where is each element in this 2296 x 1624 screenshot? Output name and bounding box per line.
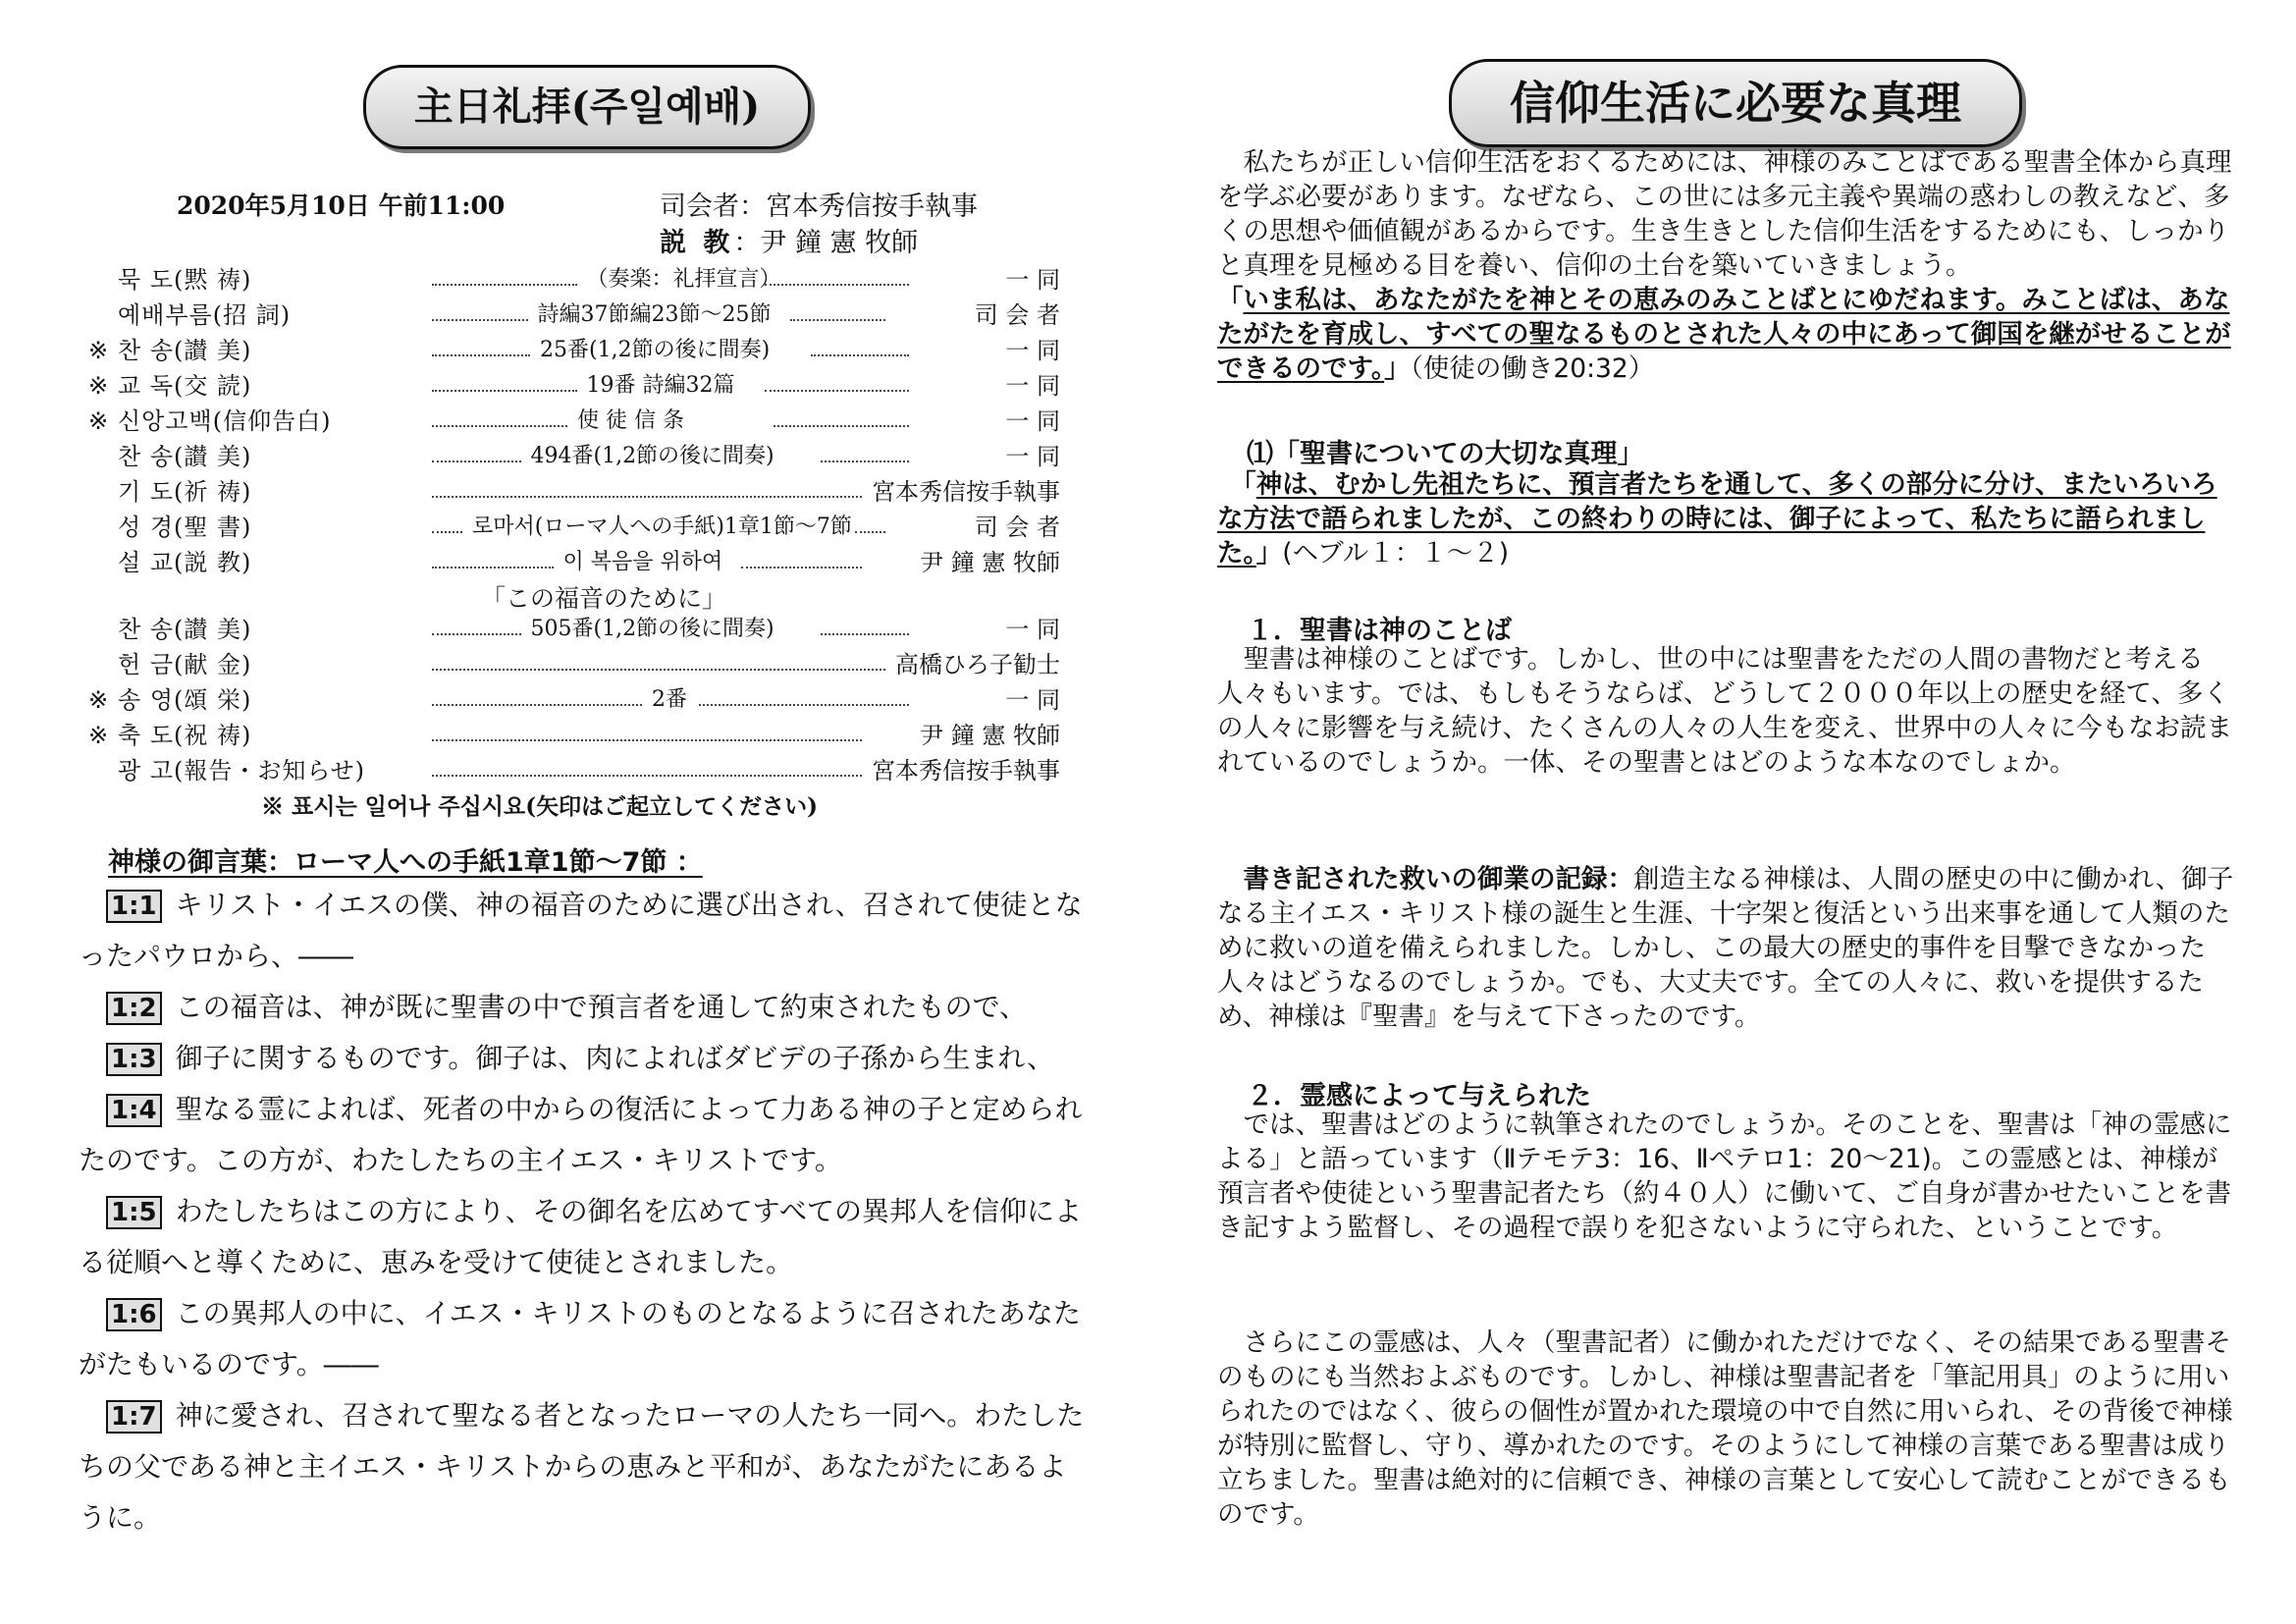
order-item-person: 司 会 者 bbox=[974, 301, 1060, 329]
order-item-content: 2番 bbox=[652, 687, 687, 712]
order-item-content: 使 徒 信 条 bbox=[577, 408, 684, 433]
leader-dots bbox=[790, 319, 886, 321]
order-item-name: 광 고(報告・お知らせ) bbox=[118, 757, 366, 785]
order-row bbox=[88, 719, 1060, 752]
order-item-content: （奏楽：礼拝宣言） bbox=[586, 267, 781, 292]
paragraph-3: では、聖書はどのように執筆されたのでしょうか。そのことを、聖書は「神の霊感による」と語っています（Ⅱテモテ3：16、Ⅱペテロ1：20～21)。この霊感とは、神様が預言者や使徒という聖書記者たち（約４０人）に働いて、ご自身が書かせたいことを書き記すよう監督し、その過程で誤りを犯さないように守られた、ということです。 bbox=[1217, 1110, 2232, 1243]
article-title: 信仰生活に必要な真理 bbox=[1449, 59, 2022, 147]
verse bbox=[79, 1033, 1090, 1084]
verse bbox=[79, 880, 1090, 982]
order-row bbox=[88, 546, 1060, 579]
leader-dots bbox=[821, 633, 910, 635]
quote2-paragraph bbox=[1217, 467, 2238, 570]
leader-dots bbox=[432, 460, 521, 462]
verse bbox=[79, 1186, 1090, 1288]
verse-number: 1:3 bbox=[106, 1043, 162, 1076]
preacher bbox=[660, 221, 918, 259]
order-item-name: 신앙고백(信仰告白) bbox=[118, 407, 332, 435]
order-item-name: 설 교(説 教) bbox=[118, 549, 252, 576]
preacher-name: ：尹 鐘 憲 牧師 bbox=[733, 228, 919, 258]
order-item-person: 尹 鐘 憲 牧師 bbox=[920, 549, 1060, 576]
leader-dots bbox=[432, 739, 862, 741]
verse bbox=[79, 982, 1090, 1033]
order-item-name: 찬 송(讃 美) bbox=[118, 616, 252, 643]
sermon-subtitle: 「この福音のために」 bbox=[481, 584, 727, 613]
order-item-name: 찬 송(讃 美) bbox=[118, 337, 252, 364]
heading-1: １．聖書は神のことば bbox=[1247, 616, 1512, 646]
order-item-person: 一 同 bbox=[1005, 372, 1060, 400]
order-row bbox=[88, 263, 1060, 297]
leader-dots bbox=[741, 567, 863, 568]
quote1-ref: （使徒の働き20:32） bbox=[1410, 353, 1655, 384]
leader-dots bbox=[432, 425, 567, 427]
order-row bbox=[88, 613, 1060, 646]
stand-mark: ※ bbox=[88, 337, 109, 364]
order-row bbox=[88, 298, 1060, 332]
order-item-person: 尹 鐘 憲 牧師 bbox=[920, 722, 1060, 749]
section1-heading: ⑴「聖書についての大切な真理」 bbox=[1247, 439, 1644, 469]
paragraph-1: 聖書は神様のことばです。しかし、世の中には聖書をただの人間の書物だと考える人々もいます。では、もしもそうならば、どうして２０００年以上の歴史を経て、多くの人々に影響を与え続け、たくさんの人々の人生を変え、世界中の人々に今もなお読まれているのでしょうか。一体、その聖書とはどのような本なのでしょか。 bbox=[1217, 644, 2233, 778]
scripture-heading: 神様の御言葉：ローマ人への手紙1章1節～7節 ： bbox=[108, 847, 703, 878]
order-item-person: 一 同 bbox=[1005, 407, 1060, 435]
leader-dots bbox=[432, 775, 862, 777]
order-item-name: 축 도(祝 祷) bbox=[118, 722, 252, 749]
order-item-person: 一 同 bbox=[1005, 266, 1060, 294]
leader-dots bbox=[432, 390, 577, 392]
order-item-person: 司 会 者 bbox=[974, 514, 1060, 541]
leader-dots bbox=[765, 284, 910, 286]
verse-text: この福音は、神が既に聖書の中で預言者を通して約束されたもので、 bbox=[175, 991, 1028, 1023]
stand-note: ※ 표시는 일어나 주십시요(矢印はご起立してください) bbox=[261, 793, 818, 820]
verse-text: 神に愛され、召されて聖なる者となったローマの人たち一同へ。わたしたちの父である神と主イエス・キリストからの恵みと平和が、あなたがたにあるように。 bbox=[79, 1399, 1085, 1534]
order-item-name: 예배부름(招 詞) bbox=[118, 301, 292, 329]
verse bbox=[79, 1084, 1090, 1186]
order-item-name: 묵 도(黙 祷) bbox=[118, 266, 252, 294]
quote1-text: いま私は、あなたがたを神とその恵みのみことばとにゆだねます。みことばは、あなたがたを育成し、すべての聖なるものとされた人々の中にあって御国を継がせることができるのです。 bbox=[1217, 285, 2231, 384]
leader-dots bbox=[432, 669, 885, 671]
order-item-name: 기 도(祈 祷) bbox=[118, 478, 252, 506]
leader-dots bbox=[821, 460, 910, 462]
order-item-person: 宮本秀信按手執事 bbox=[872, 478, 1060, 506]
service-date: 2020年5月10日 午前11:00 bbox=[177, 191, 506, 220]
order-row bbox=[88, 511, 1060, 544]
order-row bbox=[88, 405, 1060, 438]
verse-text: 御子に関するものです。御子は、肉によればダビデの子孫から生まれ、 bbox=[175, 1042, 1055, 1074]
order-item-content: 詩編37節編23節～25節 bbox=[537, 302, 772, 327]
verse-number: 1:4 bbox=[106, 1094, 162, 1127]
order-item-name: 성 경(聖 書) bbox=[118, 514, 252, 541]
quote2: 「神は、むかし先祖たちに、預言者たちを通して、多くの部分に分け、またいろいろな方法で語られましたが、この終わりの時には、御子によって、私たちに語られました。」 bbox=[1217, 469, 2217, 568]
stand-mark: ※ bbox=[88, 722, 109, 749]
order-item-name: 송 영(頌 栄) bbox=[118, 686, 252, 714]
leader-dots bbox=[432, 284, 577, 286]
order-item-person: 一 同 bbox=[1005, 443, 1060, 470]
order-item-content: 494番(1,2節の後に間奏) bbox=[530, 444, 774, 468]
order-row bbox=[88, 683, 1060, 717]
leader-dots bbox=[765, 390, 910, 392]
stand-mark: ※ bbox=[88, 372, 109, 400]
order-item-content: 19番 詩編32篇 bbox=[586, 373, 735, 398]
order-item-person: 一 同 bbox=[1005, 337, 1060, 364]
order-item-content: 이 복음을 위하여 bbox=[562, 550, 723, 574]
order-item-content: 25番(1,2節の後に間奏) bbox=[540, 338, 771, 362]
verse-text: この異邦人の中に、イエス・キリストのものとなるように召されたあなたがたもいるのです。―― bbox=[79, 1297, 1081, 1380]
order-row bbox=[88, 369, 1060, 403]
order-item-person: 一 同 bbox=[1005, 616, 1060, 643]
leader-dots bbox=[855, 531, 885, 533]
intro-text: 私たちが正しい信仰生活をおくるためには、神様のみことばである聖書全体から真理を学ぶ必要があります。なぜなら、この世には多元主義や異端の惑わしの教えなど、多くの思想や価値観があるからです。生き生きとした信仰生活をするためにも、しっかりと真理を見極める目を養い、信仰の土台を築いていきましょう。 bbox=[1217, 147, 2232, 281]
verse bbox=[79, 1288, 1090, 1390]
verse-text: キリスト・イエスの僕、神の福音のために選び出され、召されて使徒となったパウロから、―― bbox=[79, 889, 1083, 972]
leader-dots bbox=[432, 354, 530, 356]
stand-mark: ※ bbox=[88, 407, 109, 435]
order-item-person: 高橋ひろ子勧士 bbox=[895, 651, 1060, 678]
order-row bbox=[88, 475, 1060, 509]
verse-number: 1:5 bbox=[106, 1196, 162, 1229]
order-item-name: 찬 송(讃 美) bbox=[118, 443, 252, 470]
leader-dots bbox=[699, 704, 909, 706]
leader-dots bbox=[432, 633, 521, 635]
order-row bbox=[88, 334, 1060, 367]
verse bbox=[79, 1390, 1090, 1543]
presider: 司会者：宮本秀信按手執事 bbox=[660, 191, 978, 222]
leader-dots bbox=[774, 425, 909, 427]
quote2-text: 神は、むかし先祖たちに、預言者たちを通して、多くの部分に分け、またいろいろな方法で語られましたが、この終わりの時には、御子によって、私たちに語られました。 bbox=[1217, 469, 2217, 568]
leader-dots bbox=[432, 496, 862, 498]
order-row bbox=[88, 754, 1060, 787]
verse-text: わたしたちはこの方により、その御名を広めてすべての異邦人を信仰による従順へと導くために、恵みを受けて使徒とされました。 bbox=[79, 1195, 1083, 1278]
verse-text: 聖なる霊によれば、死者の中からの復活によって力ある神の子と定められたのです。この方が、わたしたちの主イエス・キリストです。 bbox=[79, 1093, 1083, 1176]
order-item-content: 505番(1,2節の後に間奏) bbox=[530, 617, 774, 641]
worship-title: 主日礼拝(주일예배) bbox=[363, 65, 811, 149]
order-item-name: 헌 금(献 金) bbox=[118, 651, 252, 678]
order-item-person: 宮本秀信按手執事 bbox=[872, 757, 1060, 785]
paragraph-2-label: 書き記された救いの御業の記録： bbox=[1243, 864, 1633, 894]
paragraph-2-text: 創造主なる神様は、人間の歴史の中に働かれ、御子なる主イエス・キリスト様の誕生と生涯、十字架と復活という出来事を通して人類のために救いの道を備えられました。しかし、この最大の歴史的事件を目撃できなかった人々はどうなるのでしょうか。でも、大丈夫です。全ての人々に、救いを提供するため、神様は『聖書』を与えて下さったのです。 bbox=[1217, 864, 2234, 1032]
leader-dots bbox=[432, 567, 554, 568]
order-row bbox=[88, 440, 1060, 473]
leader-dots bbox=[432, 319, 528, 321]
quote2-ref: (ヘブル１：１～２) bbox=[1282, 538, 1510, 568]
verse-number: 1:1 bbox=[106, 890, 162, 923]
order-item-person: 一 同 bbox=[1005, 686, 1060, 714]
stand-mark: ※ bbox=[88, 686, 109, 714]
quote1: 「いま私は、あなたがたを神とその恵みのみことばとにゆだねます。みことばは、あなたがたを育成し、すべての聖なるものとされた人々の中にあって御国を継がせることができるのです。」 bbox=[1217, 285, 2231, 384]
preacher-label: 説 教 bbox=[660, 228, 734, 258]
paragraph-4: さらにこの霊感は、人々（聖書記者）に働かれただけでなく、その結果である聖書そのものにも当然およぶものです。しかし、神様は聖書記者を「筆記用具」のように用いられたのではなく、彼らの個性が置かれた環境の中で自然に用いられ、その背後で神様が特別に監督し、守り、導かれたのです。そのようにして神様の言葉である聖書は成り立ちました。聖書は絶対的に信頼でき、神様の言葉として安心して読むことができるものです。 bbox=[1217, 1327, 2233, 1530]
verse-number: 1:7 bbox=[106, 1400, 162, 1434]
order-row bbox=[88, 648, 1060, 681]
order-item-name: 교 독(交 読) bbox=[118, 372, 252, 400]
order-item-content: 로마서(ローマ人への手紙)1章1節～7節 bbox=[472, 514, 852, 539]
verse-number: 1:2 bbox=[106, 992, 162, 1025]
leader-dots bbox=[811, 354, 909, 356]
intro-paragraph bbox=[1217, 145, 2238, 386]
verse-number: 1:6 bbox=[106, 1298, 162, 1331]
leader-dots bbox=[432, 704, 642, 706]
leader-dots bbox=[432, 531, 462, 533]
heading-2: ２．霊感によって与えられた bbox=[1247, 1081, 1591, 1111]
paragraph-2 bbox=[1217, 862, 2238, 1034]
